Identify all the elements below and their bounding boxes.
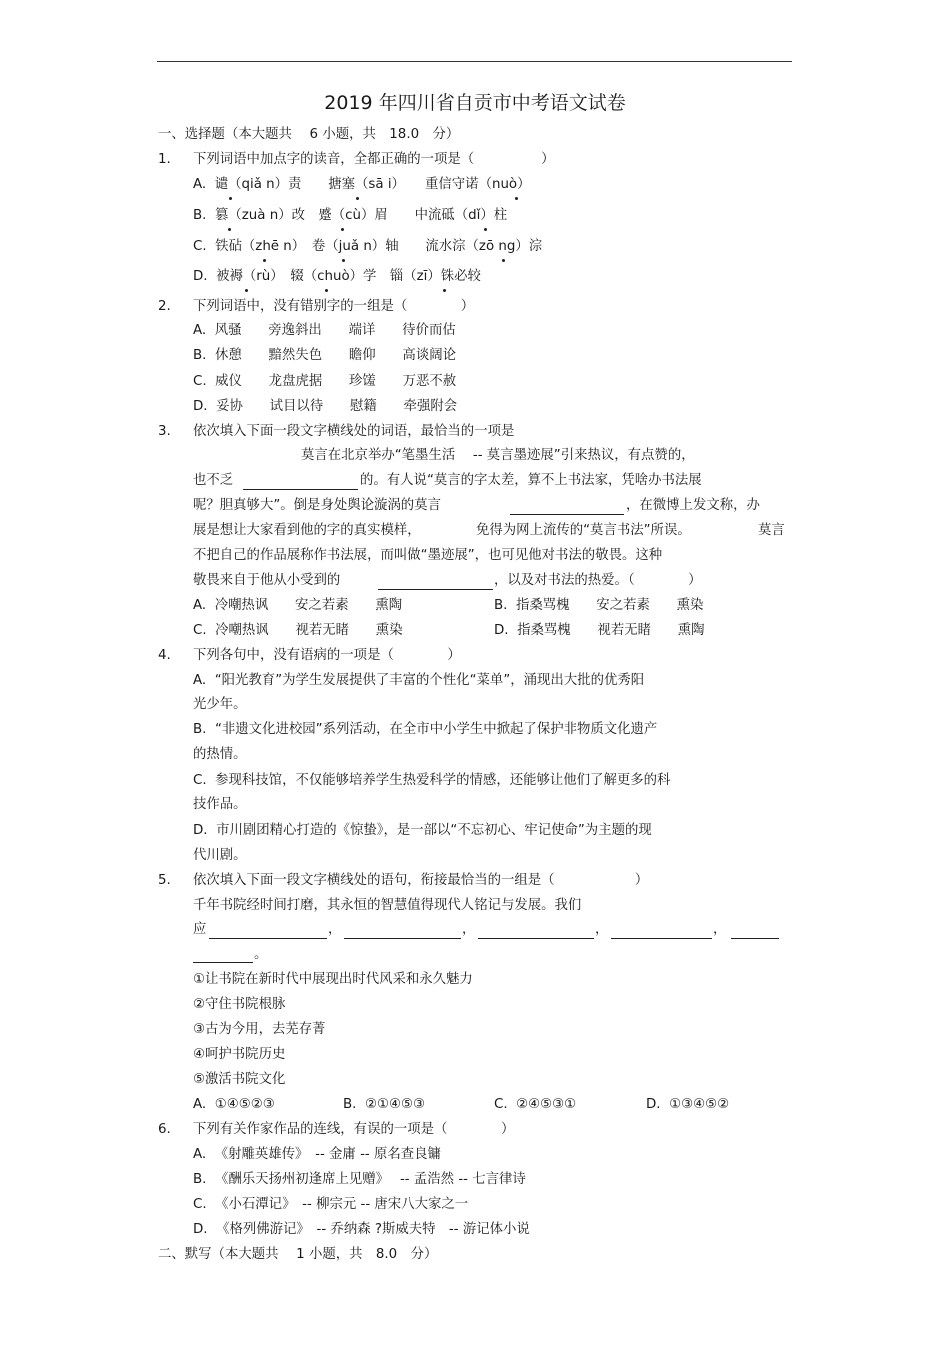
- emphasis-dot: [515, 197, 518, 200]
- q1-option-a: A. 谴（qiǎ n）责 搪塞（sā i） 重信守诺（nuò）: [193, 177, 531, 192]
- q1-number: 1.: [158, 152, 171, 167]
- q3-option-c: C. 冷嘲热讽 视若无睹 熏染: [193, 623, 403, 638]
- q4-option-d-line-2: 代川剧。: [193, 848, 247, 863]
- q3-passage-line-6b: ，以及对书法的热爱。（ ）: [494, 573, 702, 588]
- q4-option-a-line-2: 光少年。: [193, 697, 247, 712]
- q3-passage-line-1: 莫言在北京举办“笔墨生活 -- 莫言墨迹展”引来热议，有点赞的，: [301, 448, 695, 463]
- emphasis-dot: [443, 289, 446, 292]
- q5-number: 5.: [158, 873, 171, 888]
- emphasis-dot: [342, 259, 345, 262]
- q4-option-d-line-1: D. 市川剧团精心打造的《惊蛰》，是一部以“不忘初心、牢记使命”为主题的现: [193, 823, 652, 838]
- q3-passage-line-4c: 莫言: [758, 523, 785, 538]
- q4-option-c-line-1: C. 参现科技馆，不仅能够培养学生热爱科学的情感，还能够让他们了解更多的科: [193, 773, 671, 788]
- q6-number: 6.: [158, 1122, 171, 1137]
- q5-statement-1: ①让书院在新时代中展现出时代风采和永久魅力: [193, 972, 473, 987]
- q5-stem: 依次填入下面一段文字横线处的语句，衔接最恰当的一组是（ ）: [193, 873, 649, 888]
- header-rule: [157, 61, 792, 62]
- q6-option-d: D. 《格列佛游记》 -- 乔纳森 ?斯威夫特 -- 游记体小说: [193, 1222, 530, 1237]
- q4-number: 4.: [158, 648, 171, 663]
- fill-blank-1: [209, 938, 327, 939]
- q2-option-b: B. 休憩 黯然失色 瞻仰 高谈阔论: [193, 348, 456, 363]
- q1-stem: 下列词语中加点字的读音，全都正确的一项是（ ）: [193, 152, 555, 167]
- q3-option-d: D. 指桑骂槐 视若无睹 熏陶: [494, 623, 705, 638]
- q5-statement-3: ③古为今用，去芜存菁: [193, 1022, 326, 1037]
- emphasis-dot: [245, 289, 248, 292]
- blank-separator: ，: [713, 922, 727, 937]
- q5-statement-2: ②守住书院根脉: [193, 997, 286, 1012]
- q5-option-a: A. ①④⑤②③: [193, 1097, 275, 1112]
- exam-title: 2019 年四川省自贡市中考语文试卷: [324, 92, 626, 114]
- emphasis-dot: [228, 228, 231, 231]
- q5-option-d: D. ①③④⑤②: [646, 1097, 730, 1112]
- q1-option-c: C. 铁砧（zhē n） 卷（juǎ n）轴 流水淙（zō ng）淙: [193, 239, 543, 254]
- q2-option-d: D. 妥协 试目以待 慰籍 牵强附会: [193, 399, 458, 414]
- q5-option-c: C. ②④⑤③①: [494, 1097, 577, 1112]
- q3-passage-line-3b: ，在微博上发文称，办: [626, 498, 760, 513]
- fill-blank-2: [510, 514, 624, 515]
- blank-separator: ，: [462, 922, 476, 937]
- q5-statement-5: ⑤激活书院文化: [193, 1072, 286, 1087]
- q5-option-b: B. ②①④⑤③: [343, 1097, 425, 1112]
- q6-option-a: A. 《射雕英雄传》 -- 金庸 -- 原名查良镛: [193, 1147, 441, 1162]
- q2-option-a: A. 风骚 旁逸斜出 端详 待价而估: [193, 323, 456, 338]
- q6-stem: 下列有关作家作品的连线，有误的一项是（ ）: [193, 1122, 515, 1137]
- emphasis-dot: [502, 259, 505, 262]
- emphasis-dot: [356, 197, 359, 200]
- emphasis-dot: [325, 289, 328, 292]
- q4-option-a-line-1: A. “阳光教育”为学生发展提供了丰富的个性化“菜单”，涌现出大批的优秀阳: [193, 673, 645, 688]
- blank-end-period: 。: [254, 947, 268, 962]
- emphasis-dot: [484, 228, 487, 231]
- q4-option-b-line-2: 的热情。: [193, 747, 247, 762]
- q1-option-b: B. 篡（zuà n）改 蹙（cù）眉 中流砥（dǐ）柱: [193, 208, 508, 223]
- q3-number: 3.: [158, 424, 171, 439]
- q3-passage-line-2a: 也不乏: [193, 473, 234, 488]
- section-heading-1: 一、选择题（本大题共 6 小题，共 18.0 分）: [158, 127, 460, 142]
- q6-option-b: B. 《酬乐天扬州初逢席上见赠》 -- 孟浩然 -- 七言律诗: [193, 1172, 526, 1187]
- fill-blank-4: [611, 938, 712, 939]
- q5-passage-line-2: 应: [193, 922, 207, 937]
- q3-passage-line-5: 不把自己的作品展称作书法展，而叫做“墨迹展”，也可见他对书法的敬畏。这种: [193, 548, 663, 563]
- q4-option-b-line-1: B. “非遗文化进校园”系列活动，在全市中小学生中掀起了保护非物质文化遗产: [193, 722, 658, 737]
- q3-passage-line-4b: 免得为网上流传的“莫言书法”所误。: [476, 523, 691, 538]
- q3-passage-line-6a: 敬畏来自于他从小受到的: [193, 573, 341, 588]
- q2-number: 2.: [158, 299, 171, 314]
- fill-blank-1: [243, 489, 358, 490]
- fill-blank-5-continued: [193, 962, 253, 963]
- emphasis-dot: [263, 259, 266, 262]
- blank-separator: ，: [328, 922, 342, 937]
- fill-blank-5: [731, 938, 779, 939]
- q2-stem: 下列词语中，没有错别字的一组是（ ）: [193, 299, 475, 314]
- fill-blank-3: [378, 589, 493, 590]
- q2-option-c: C. 威仪 龙盘虎据 珍馐 万恶不赦: [193, 374, 457, 389]
- q4-stem: 下列各句中，没有语病的一项是（ ）: [193, 648, 461, 663]
- q1-option-d: D. 被褥（rù） 辍（chuò）学 锱（zī）铢必较: [193, 269, 481, 284]
- q3-passage-line-4a: 展是想让大家看到他的字的真实模样，: [193, 523, 421, 538]
- q3-stem: 依次填入下面一段文字横线处的词语，最恰当的一项是: [193, 424, 515, 439]
- q3-passage-line-2b: 的。有人说“莫言的字太差，算不上书法家，凭啥办书法展: [360, 473, 702, 488]
- fill-blank-2: [344, 938, 461, 939]
- q4-option-c-line-2: 技作品。: [193, 797, 247, 812]
- fill-blank-3: [478, 938, 594, 939]
- q5-passage-line-1: 千年书院经时间打磨，其永恒的智慧值得现代人铭记与发展。我们: [193, 898, 582, 913]
- q5-statement-4: ④呵护书院历史: [193, 1047, 286, 1062]
- q3-option-b: B. 指桑骂槐 安之若素 熏染: [494, 598, 704, 613]
- q3-option-a: A. 冷嘲热讽 安之若素 熏陶: [193, 598, 403, 613]
- q3-passage-line-3a: 呢？胆真够大”。倒是身处舆论漩涡的莫言: [193, 498, 441, 513]
- section-heading-2: 二、默写（本大题共 1 小题，共 8.0 分）: [158, 1247, 438, 1262]
- emphasis-dot: [341, 228, 344, 231]
- blank-separator: ，: [595, 922, 609, 937]
- q6-option-c: C. 《小石潭记》 -- 柳宗元 -- 唐宋八大家之一: [193, 1197, 469, 1212]
- emphasis-dot: [229, 197, 232, 200]
